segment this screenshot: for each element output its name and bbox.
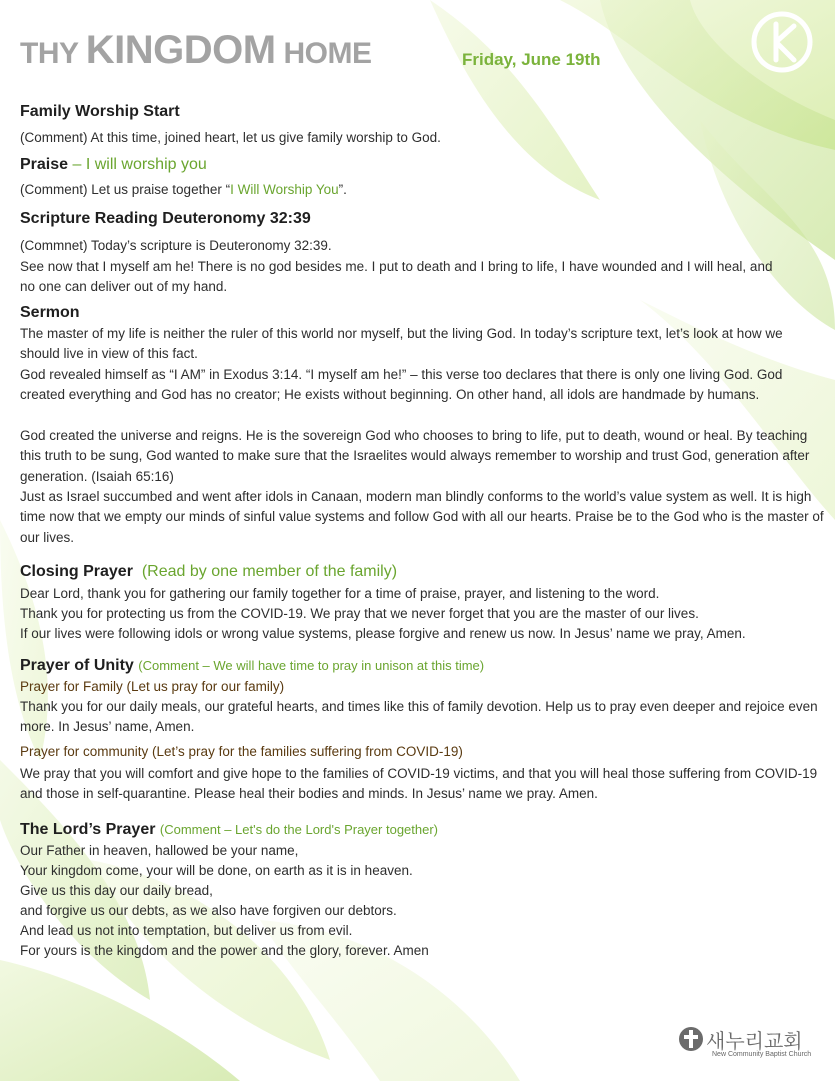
praise-heading [20, 156, 207, 174]
date-label: Friday, June 19th [462, 50, 601, 69]
unity-heading [20, 657, 484, 675]
sermon-p3: God created the universe and reigns. He is the sovereign God who chooses to bring to life, put to death, wound or heal. By teaching this truth to be sung, God wanted to make sure that the Israelites would always remember to worship and trust God, generation after generation. (Isaiah 65:16) [20, 428, 810, 484]
sermon-p4: Just as Israel succumbed and went after idols in Canaan, modern man blindly conforms to the world’s value system as well. It is high time now that we empty our minds of sinful value systems and follow God with all our hearts. Praise be to the God who is the master of our lives. [20, 489, 824, 545]
worship-start-title: Family Worship Start [20, 103, 180, 120]
k-circle-logo-icon [746, 0, 816, 84]
lords-prayer-line: and forgive us our debts, as we also have forgiven our debtors. [20, 903, 397, 918]
closing-prayer-note: (Read by one member of the family) [141, 563, 398, 580]
scripture-title: Scripture Reading Deuteronomy 32:39 [20, 210, 311, 227]
church-logo-icon [676, 1024, 706, 1054]
closing-prayer-line3: If our lives were following idols or wrong value systems, please forgive and renew us now. In Jesus’ name we pray, Amen. [20, 626, 746, 641]
family-prayer-title: Prayer for Family (Let us pray for our family) [20, 679, 285, 694]
worship-start-comment: (Comment) At this time, joined heart, let us give family worship to God. [20, 130, 441, 145]
title-kingdom: KINGDOM [85, 28, 276, 72]
sermon-p1: The master of my life is neither the ruler of this world nor myself, but the living God. In today’s scripture text, let’s look at how we should live in view of this fact. [20, 326, 783, 362]
family-prayer-text: Thank you for our daily meals, our grateful hearts, and times like this of family devotion. Help us to pray even deeper and rejoice even more. In Jesus’ name, Amen. [20, 699, 818, 735]
sermon-p2: God revealed himself as “I AM” in Exodus 3:14. “I myself am he!” – this verse too declares that there is only one living God. God created everything and God has no creator; He exists without beginning. On other hand, all idols are handmade by humans. [20, 367, 783, 403]
praise-dash: – [68, 156, 86, 173]
sermon-title: Sermon [20, 304, 80, 321]
closing-prayer-line1: Dear Lord, thank you for gathering our family together for a time of praise, prayer, and listening to the word. [20, 586, 660, 601]
praise-song: I will worship you [85, 156, 207, 173]
praise-title: Praise [20, 156, 69, 173]
lords-prayer-line: Your kingdom come, your will be done, on earth as it is in heaven. [20, 863, 413, 878]
lords-prayer-heading [20, 821, 438, 839]
title-home: HOME [275, 37, 372, 70]
scripture-verse: See now that I myself am he! There is no god besides me. I put to death and I bring to life, I have wounded and I will heal, and no one can deliver out of my hand. [20, 259, 773, 295]
praise-comment [20, 180, 825, 200]
closing-prayer-line2: Thank you for protecting us from the COVID-19. We pray that we never forget that you are the master of our lives. [20, 606, 699, 621]
unity-title: Prayer of Unity [20, 657, 134, 674]
unity-note: (Comment – We will have time to pray in unison at this time) [138, 658, 485, 673]
church-name-korean: 새누리교회 [706, 1028, 803, 1053]
closing-prayer-heading [20, 563, 397, 581]
praise-comment-prefix: (Comment) Let us praise together “ [20, 182, 231, 197]
title-thy: THY [20, 37, 86, 70]
lords-prayer-line: Give us this day our daily bread, [20, 883, 213, 898]
community-prayer-title: Prayer for community (Let’s pray for the families suffering from COVID-19) [20, 744, 463, 759]
lords-prayer-title: The Lord’s Prayer [20, 821, 156, 838]
church-logo [676, 1024, 812, 1058]
lords-prayer-note: (Comment – Let's do the Lord's Prayer together) [159, 822, 439, 837]
community-prayer-text: We pray that you will comfort and give hope to the families of COVID-19 victims, and that you will heal those suffering from COVID-19 and those in self-quarantine. Please heal their bodies and minds. In Jesus’ name we pray. Amen. [20, 766, 818, 802]
lords-prayer-line: And lead us not into temptation, but deliver us from evil. [20, 923, 353, 938]
page-title [20, 28, 371, 73]
closing-prayer-title: Closing Prayer [20, 563, 133, 580]
lords-prayer-line: For yours is the kingdom and the power and the glory, forever. Amen [20, 943, 429, 958]
scripture-comment: (Commnet) Today’s scripture is Deuteronomy 32:39. [20, 238, 332, 253]
lords-prayer-line: Our Father in heaven, hallowed be your name, [20, 843, 299, 858]
church-name-english: New Community Baptist Church [712, 1051, 812, 1058]
praise-comment-song: I Will Worship You [230, 182, 339, 197]
praise-comment-suffix: ”. [338, 182, 347, 197]
